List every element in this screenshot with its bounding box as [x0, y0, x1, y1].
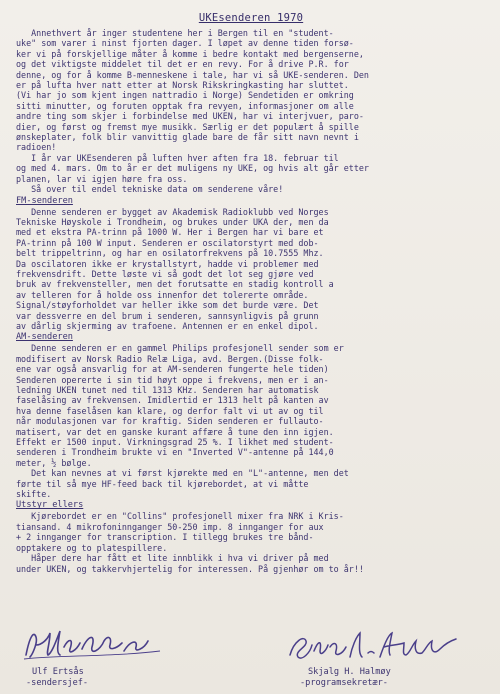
- signature-block-right: [280, 627, 480, 687]
- signature-area: [0, 625, 500, 694]
- title-wrap: [16, 6, 486, 25]
- signature-name-left: Ulf Ertsås: [32, 667, 84, 677]
- handwritten-signature-left: [20, 625, 170, 665]
- signature-role-left: -sendersjef-: [26, 678, 89, 688]
- signature-name-right: Skjalg H. Halmøy: [308, 667, 391, 677]
- section-text-am: Denne senderen er en gammel Philips profesjonell sender som er modifisert av Norsk Radio Relæ Liga, avd. Bergen.(Disse folk- ene var også ansvarlig for at AM-senderen fungerte hele tiden) Senderen opererte i sin tid høyt oppe i frekvens, men er i an- ledning UKEN tunet ned til 1313 KHz. Senderen har automatisk faselåsing av frekvensen. Imidlertid er 1313 helt på kanten av hva denne faselåsen kan klare, og derfor falt vi ut av og til når modulasjonen var for kraftig. Siden senderen er fullauto- matisert, var det en ganske kurant affære å tune den inn igjen. Effekt er 1500 input. Virkningsgrad 25 %. I likhet med student- senderen i Trondheim brukte vi en "Inverted V"-antenne på 144,0 meter, ½ bølge. Det kan nevnes at vi først kjørekte med en "L"-antenne, men det førte til så mye HF-feed back til kjørebordet, at vi måtte skifte.: [16, 343, 349, 500]
- document-title: UKEsenderen 1970: [198, 12, 304, 24]
- schedule-paragraph: I år var UKEsenderen på luften hver aften fra 18. februar til og med 4. mars. Om to år er det muligens ny UKE, og hvis alt går etter planen, lar vi igjen høre fra oss. Så over til endel tekniske data om senderene våre!: [16, 152, 369, 195]
- section-text-equipment: Kjørebordet er en "Collins" profesjonell mixer fra NRK i Kris- tiansand. 4 mikrofoninnganger 50-250 imp. 8 innganger for aux + 2 innganger for transcription. I tillegg brukes tre bånd- opptakere og to platespillere.: [16, 511, 344, 553]
- section-heading-fm: FM-senderen: [16, 195, 73, 206]
- closing-paragraph: Håper dere har fått et lite innblikk i hva vi driver på med under UKEN, og takkervhjertelig for interessen. På gjenhør om to år!!: [16, 553, 364, 574]
- section-text-fm: Denne senderen er bygget av Akademisk Radioklubb ved Norges Tekniske Høyskole i Trondheim, og brukes under UKA der, men da med et ekstra PA-trinn på 1000 W. Her i Bergen har vi bare et PA-trinn på 100 W input. Senderen er oscilatorstyrt med dob- belt trippeltrinn, og har en osilatorfrekvens på 10.7555 Mhz. Da oscilatoren ikke er krystallstyrt, hadde vi problemer med frekvensdrift. Dette løste vi så godt det lot seg gjøre ved bruk av frekvensteller, men det forutsatte en stadig kontroll a av telleren for å holde oss innenfor det tolererte område. Signal/støyforholdet var heller ikke som det burde være. Det var dessverre en del brum i senderen, sannsynligvis på grunn av dårlig skjerming av trafoene. Antennen er en enkel dipol.: [16, 206, 334, 331]
- section-heading-am: AM-senderen: [16, 332, 73, 343]
- handwritten-signature-right: [280, 627, 470, 667]
- signature-block-left: [20, 625, 170, 688]
- signature-role-right: -programsekretær-: [300, 678, 388, 688]
- section-heading-equipment: Utstyr ellers: [16, 500, 84, 511]
- intro-paragraph: Annethvert år inger studentene her i Bergen til en "student- uke" som varer i ninst fjorten dager. I løpet av denne tiden forsø- ker vi på forskjellige måter å komme i bedre kontakt med bergenserne, og det viktigste middelet til det er en revy. For å drive P.R. for denne, og for å komme B-menneskene i tale, har vi så UKE-senderen. Den er på lufta hver natt etter at Norsk Rikskringkasting har sluttet. (Vi har jo som kjent ingen nattradio i Norge) Sendetiden er omkring sitti minutter, og foruten opptak fra revyen, informasjoner om alle andre ting som skjer i forbindelse med UKEN, har vi interjvuer, paro- dier, og først og fremst mye musikk. Særlig er det populært å spille ønskeplater, folk blir vanvittig glade bare de får sitt navn nevnt i radioen!: [16, 28, 369, 153]
